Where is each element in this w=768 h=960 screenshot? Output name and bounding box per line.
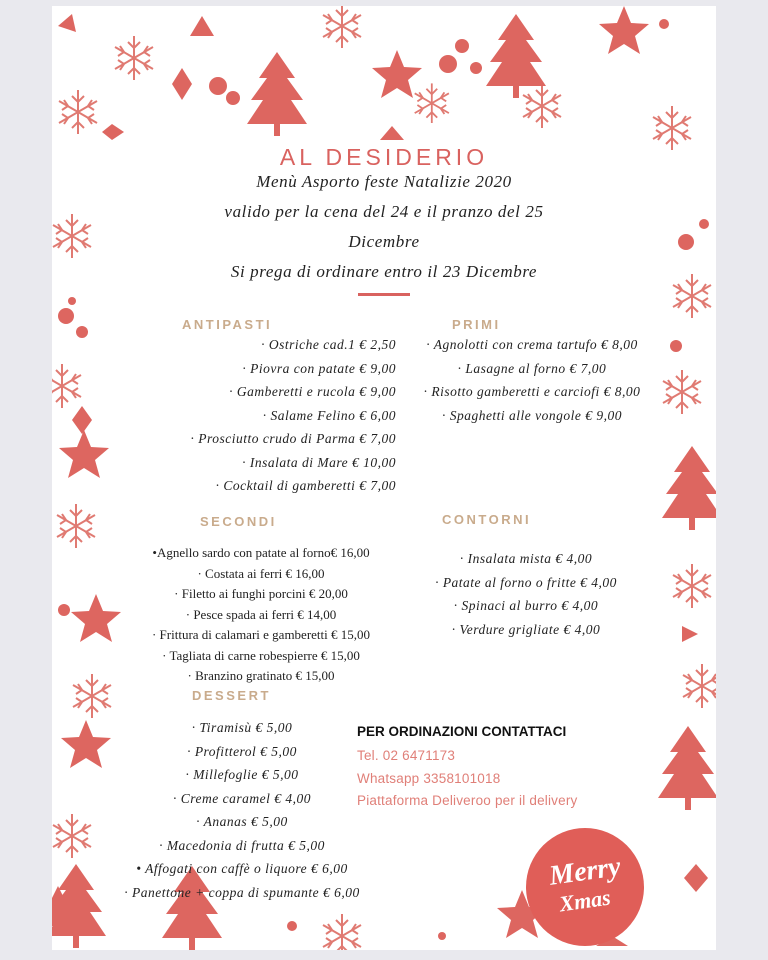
list-item: · Tiramisù € 5,00: [191, 720, 293, 735]
secondi-list: [116, 543, 406, 687]
validity-line: valido per la cena del 24 e il pranzo del 25: [224, 202, 544, 221]
list-item: · Ostriche cad.1 € 2,50: [261, 337, 396, 352]
list-item: · Spinaci al burro € 4,00: [453, 598, 599, 613]
restaurant-name: AL DESIDERIO: [279, 144, 489, 170]
delivery-info: Piattaforma Deliveroo per il delivery: [357, 793, 578, 808]
phone-number[interactable]: Tel. 02 6471173: [357, 748, 456, 763]
section-title-primi: PRIMI: [452, 317, 501, 332]
contact-heading: PER ORDINAZIONI CONTATTACI: [357, 724, 567, 739]
list-item: · Frittura di calamari e gamberetti € 15,00: [151, 627, 371, 642]
list-item: · Tagliata di carne robespierre € 15,00: [162, 647, 360, 663]
primi-list: [392, 333, 672, 427]
list-item: • Affogati con caffè o liquore € 6,00: [136, 861, 348, 876]
list-item: · Lasagne al forno € 7,00: [457, 360, 607, 376]
list-item: · Insalata mista € 4,00: [459, 551, 593, 566]
list-item: · Filetto ai funghi porcini € 20,00: [174, 586, 348, 601]
section-title-secondi: SECONDI: [200, 514, 277, 529]
validity-line-cont: Dicembre: [348, 232, 420, 251]
list-item: · Branzino gratinato € 15,00: [187, 668, 335, 683]
list-item: · Cocktail di gamberetti € 7,00: [215, 478, 396, 493]
list-item: · Ananas € 5,00: [196, 814, 288, 829]
list-item: · Prosciutto crudo di Parma € 7,00: [190, 431, 396, 446]
section-title-dessert: DESSERT: [192, 688, 271, 703]
list-item: · Insalata di Mare € 10,00: [242, 454, 396, 470]
list-item: · Patate al forno o fritte € 4,00: [435, 574, 617, 590]
menu-subtitle: Menù Asporto feste Natalizie 2020: [256, 172, 512, 191]
list-item: · Creme caramel € 4,00: [173, 790, 311, 806]
dessert-list: [92, 716, 392, 904]
list-item: · Macedonia di frutta € 5,00: [159, 837, 325, 853]
whatsapp-number[interactable]: Whatsapp 3358101018: [357, 770, 501, 786]
list-item: · Gamberetti e rucola € 9,00: [229, 384, 396, 399]
header-divider: [358, 293, 410, 296]
list-item: · Pesce spada ai ferri € 14,00: [185, 606, 337, 622]
list-item: · Piovra con patate € 9,00: [242, 360, 396, 376]
order-deadline: Si prega di ordinare entro il 23 Dicembre: [230, 262, 538, 281]
list-item: · Costata ai ferri € 16,00: [197, 565, 325, 581]
list-item: · Spaghetti alle vongole € 9,00: [441, 407, 623, 423]
list-item: · Panettone + coppa di spumante € 6,00: [124, 884, 360, 900]
list-item: · Profitterol € 5,00: [187, 743, 297, 759]
badge-line-xmas: Xmas: [557, 884, 613, 917]
section-title-contorni: CONTORNI: [442, 512, 532, 527]
menu-card: [52, 6, 716, 950]
contact-info: [357, 745, 578, 813]
list-item: · Verdure grigliate € 4,00: [451, 621, 601, 637]
badge-line-merry: Merry: [547, 851, 623, 892]
contorni-list: [402, 547, 650, 641]
list-item: · Risotto gamberetti e carciofi € 8,00: [423, 384, 641, 399]
section-title-antipasti: ANTIPASTI: [182, 317, 273, 332]
list-item: •Agnello sardo con patate al forno€ 16,00: [152, 545, 370, 560]
merry-xmas-badge: [526, 828, 644, 946]
antipasti-list: [132, 333, 396, 498]
list-item: · Millefoglie € 5,00: [185, 767, 299, 782]
list-item: · Agnolotti con crema tartufo € 8,00: [426, 337, 638, 352]
list-item: · Salame Felino € 6,00: [262, 407, 396, 423]
